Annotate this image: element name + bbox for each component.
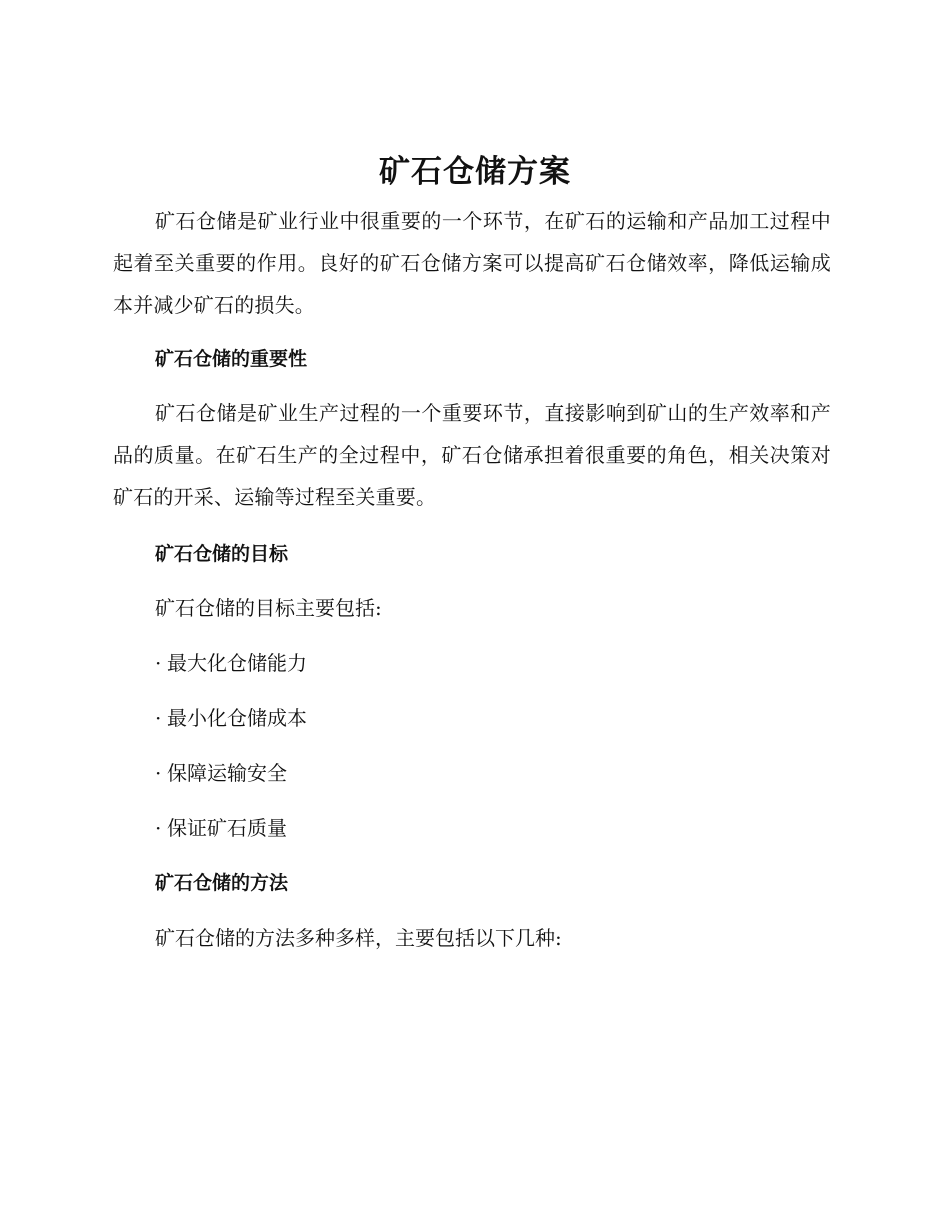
importance-paragraph: 矿石仓储是矿业生产过程的一个重要环节，直接影响到矿山的生产效率和产品的质量。在矿石生产的全过程中，矿石仓储承担着很重要的角色，相关决策对矿石的开采、运输等过程至关重要。	[113, 401, 831, 509]
section-heading-methods: 矿石仓储的方法	[155, 872, 289, 894]
goal-item-label: 保障运输安全	[167, 761, 287, 785]
goal-item-label: 最大化仓储能力	[167, 651, 307, 675]
list-item	[155, 703, 307, 733]
intro-paragraph: 矿石仓储是矿业行业中很重要的一个环节，在矿石的运输和产品加工过程中起着至关重要的作用。良好的矿石仓储方案可以提高矿石仓储效率，降低运输成本并减少矿石的损失。	[113, 209, 831, 317]
bullet-icon: ·	[155, 706, 162, 730]
goal-item-label: 保证矿石质量	[167, 816, 287, 840]
methods-intro: 矿石仓储的方法多种多样，主要包括以下几种:	[155, 926, 562, 950]
document-title: 矿石仓储方案	[379, 154, 571, 190]
section-heading-importance: 矿石仓储的重要性	[155, 348, 308, 370]
bullet-icon: ·	[155, 761, 162, 785]
list-item	[155, 758, 287, 788]
list-item	[155, 813, 287, 843]
bullet-icon: ·	[155, 651, 162, 675]
goal-item-label: 最小化仓储成本	[167, 706, 307, 730]
bullet-icon: ·	[155, 816, 162, 840]
goals-intro: 矿石仓储的目标主要包括:	[155, 596, 382, 620]
section-heading-goals: 矿石仓储的目标	[155, 543, 289, 565]
list-item	[155, 648, 307, 678]
